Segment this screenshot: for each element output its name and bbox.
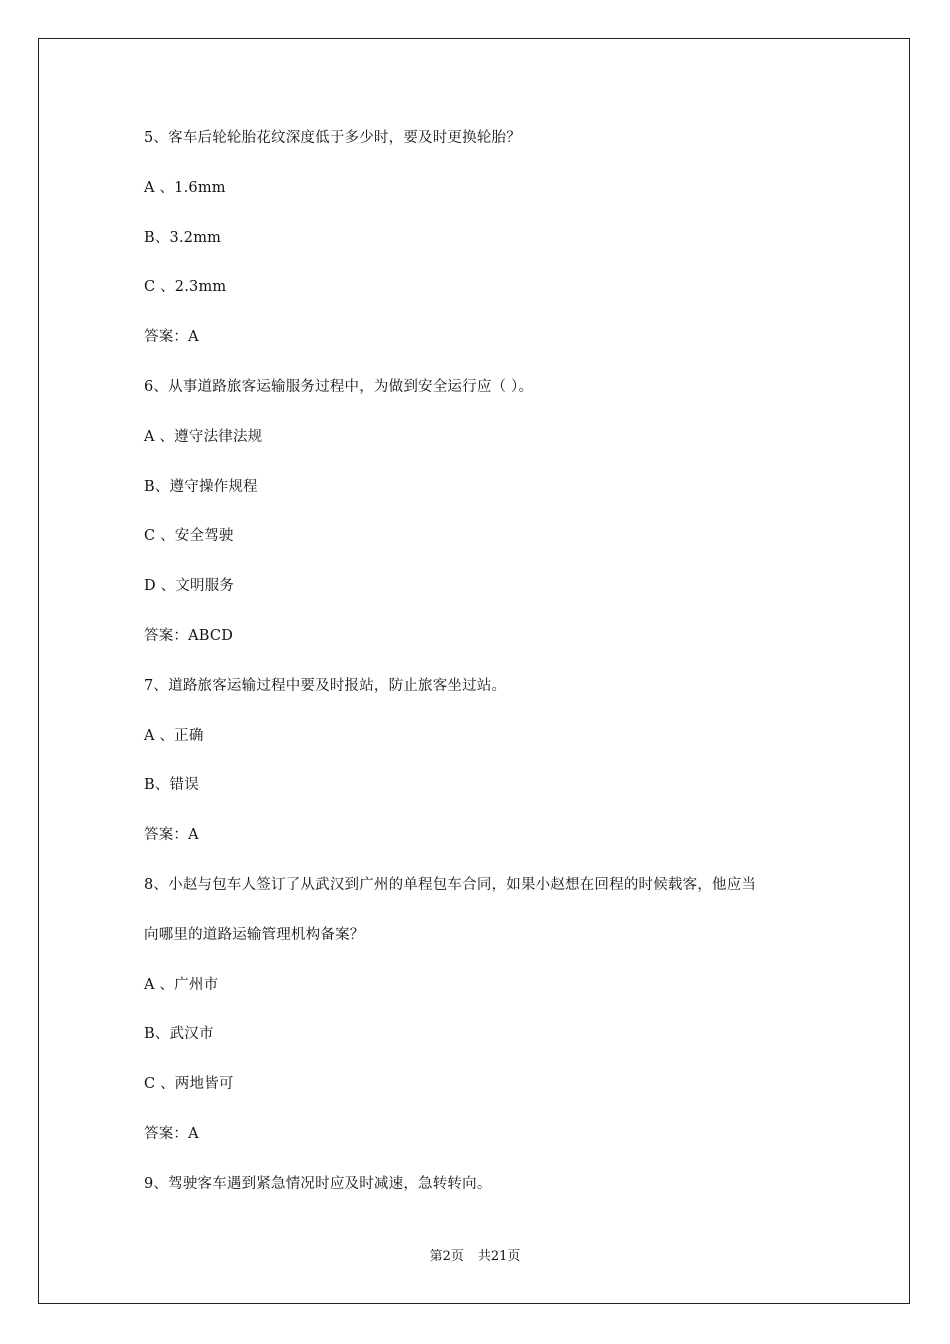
question-6: 6、从事道路旅客运输服务过程中，为做到安全运行应（ ）。 — [144, 378, 534, 395]
page-footer — [0, 1247, 950, 1267]
q5-answer: 答案：A — [144, 329, 199, 346]
q7-answer: 答案：A — [144, 827, 199, 844]
question-8: 8、小赵与包车人签订了从武汉到广州的单程包车合同，如果小赵想在回程的时候载客，他应当 — [144, 876, 757, 893]
q6-answer: 答案：ABCD — [144, 627, 234, 644]
q6-option-a: A 、遵守法律法规 — [144, 428, 263, 445]
q7-option-b: B、错误 — [144, 777, 199, 794]
question-5: 5、客车后轮轮胎花纹深度低于多少时，要及时更换轮胎？ — [144, 130, 521, 146]
question-8-continued: 向哪里的道路运输管理机构备案？ — [144, 926, 365, 943]
q5-option-a: A 、1.6mm — [144, 179, 226, 196]
page-number: 第2页 — [429, 1249, 464, 1264]
q8-option-b: B、武汉市 — [144, 1026, 214, 1043]
document-body — [144, 126, 824, 1222]
q5-option-c: C 、2.3mm — [144, 279, 227, 296]
q5-option-b: B、3.2mm — [144, 229, 222, 246]
q6-option-b: B、遵守操作规程 — [144, 478, 258, 495]
q7-option-a: A 、正确 — [144, 727, 204, 744]
question-7: 7、道路旅客运输过程中要及时报站，防止旅客坐过站。 — [144, 677, 507, 694]
q8-answer: 答案：A — [144, 1125, 199, 1142]
q6-option-d: D 、文明服务 — [144, 578, 235, 595]
q8-option-c: C 、两地皆可 — [144, 1076, 234, 1093]
total-pages: 共21页 — [477, 1249, 521, 1264]
question-9: 9、驾驶客车遇到紧急情况时应及时减速，急转转向。 — [144, 1175, 492, 1192]
q6-option-c: C 、安全驾驶 — [144, 528, 234, 545]
q8-option-a: A 、广州市 — [144, 976, 219, 993]
